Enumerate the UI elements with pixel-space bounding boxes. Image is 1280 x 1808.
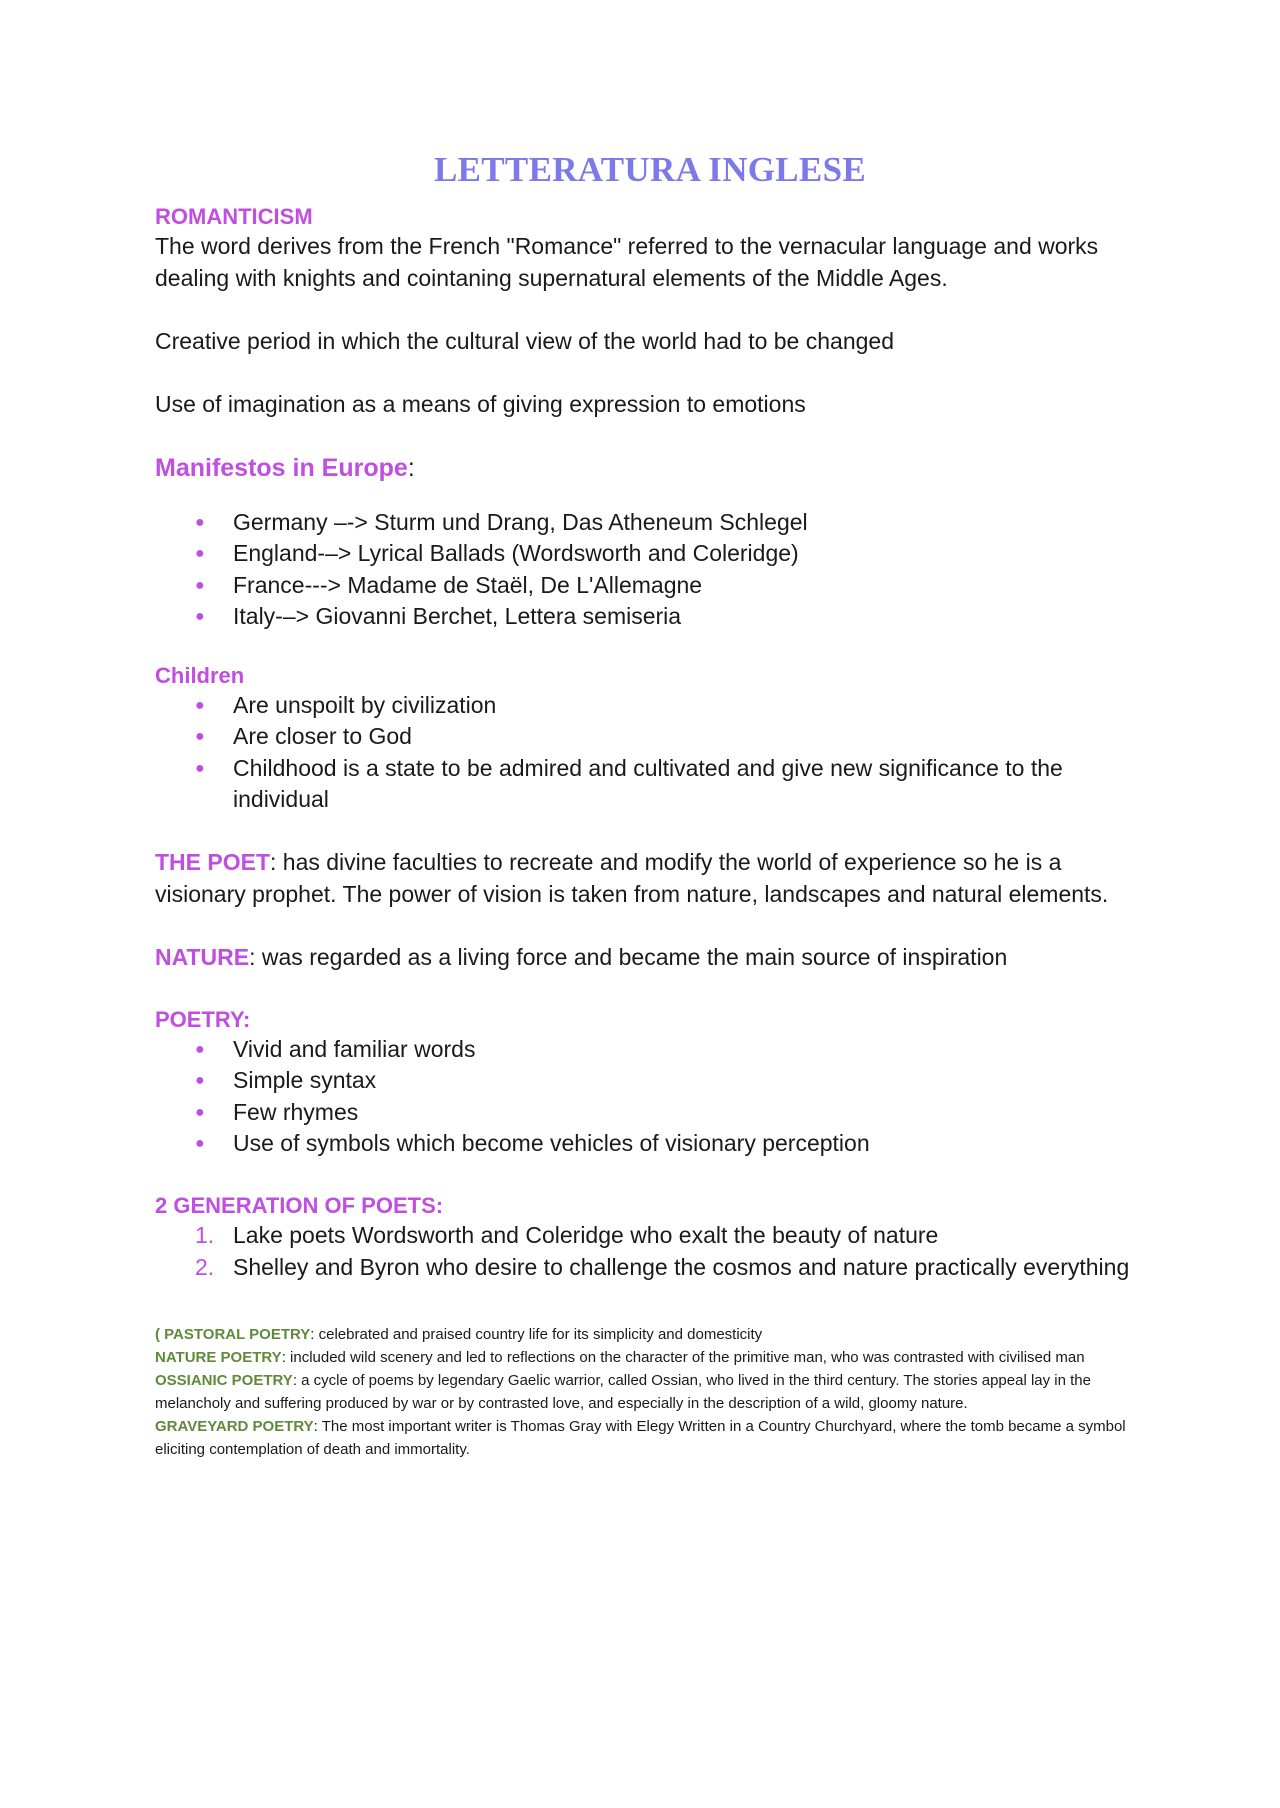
bullet-icon: ● [195,608,205,625]
bullet-icon: ● [195,1072,205,1089]
nature-label: NATURE [155,943,250,970]
bullet-icon: ● [195,1040,205,1058]
bullet-icon: ● [195,759,205,777]
document-title: LETTERATURA INGLESE [434,150,866,189]
note-graveyard: GRAVEYARD POETRY: The most important writer is Thomas Gray with Elegy Written in a Country Churchyard, where the tomb became a symbol eliciting contemplation of death and immortality. [155,1418,1126,1458]
list-item: ● Use of symbols which become vehicles of visionary perception [155,1128,1145,1160]
generations-heading: 2 GENERATION OF POETS: [155,1193,444,1218]
footnotes [155,1323,1145,1461]
note-nature: NATURE POETRY: included wild scenery and led to reflections on the character of the primitive man, who was contrasted with civilised man [155,1349,1085,1366]
poet-paragraph: THE POET: has divine faculties to recreate and modify the world of experience so he is a visionary prophet. The power of vision is taken from nature, landscapes and natural elements. [155,849,1109,907]
list-item: ● Are unspoilt by civilization [155,690,1145,722]
bullet-icon: ● [195,728,205,745]
list-item: ● Few rhymes [155,1097,1145,1129]
bullet-icon: ● [195,576,205,594]
list-item: ● Germany –-> Sturm und Drang, Das Atheneum Schlegel [155,507,1145,539]
list-item: ● Simple syntax [155,1065,1145,1097]
note-ossianic: OSSIANIC POETRY: a cycle of poems by legendary Gaelic warrior, called Ossian, who lived in the third century. The stories appeal lay in the melancholy and suffering produced by war or by contrasted love, and especially in the description of a wild, gloomy nature. [155,1372,1091,1412]
manifestos-heading: Manifestos in Europe: [155,453,415,482]
bullet-icon: ● [195,696,205,714]
romanticism-definition: The word derives from the French "Romance" referred to the vernacular language and works dealing with knights and cointaning supernatural elements of the Middle Ages. [155,233,1099,291]
bullet-icon: ● [195,1135,205,1152]
bullet-icon: ● [195,1103,205,1121]
list-item: ● Are closer to God [155,721,1145,753]
poetry-heading: POETRY: [155,1006,251,1032]
document-page [155,150,1145,1461]
romanticism-heading: ROMANTICISM [155,204,313,229]
list-item: ● England-–> Lyrical Ballads (Wordsworth and Coleridge) [155,538,1145,570]
generations-list [155,1220,1145,1283]
children-list [155,690,1145,816]
bullet-icon: ● [195,513,205,531]
children-heading: Children [155,662,245,688]
list-item: ● Italy-–> Giovanni Berchet, Lettera semiseria [155,601,1145,633]
list-item: ● Vivid and familiar words [155,1034,1145,1066]
list-item: ● Childhood is a state to be admired and cultivated and give new significance to the individual [195,754,1063,812]
romanticism-creative-period: Creative period in which the cultural view of the world had to be changed [155,327,894,354]
bullet-icon: ● [195,545,205,562]
nature-paragraph: NATURE: was regarded as a living force and became the main source of inspiration [155,943,1008,970]
poetry-list [155,1034,1145,1160]
list-item: 1. Lake poets Wordsworth and Coleridge who exalt the beauty of nature [195,1222,939,1248]
list-item: 2. Shelley and Byron who desire to challenge the cosmos and nature practically everything [195,1253,1130,1280]
note-pastoral: ( PASTORAL POETRY: celebrated and praised country life for its simplicity and domesticity [155,1326,763,1343]
poet-label: THE POET [155,849,271,875]
romanticism-imagination: Use of imagination as a means of giving expression to emotions [155,390,806,417]
manifestos-list [155,507,1145,633]
list-item: ● France---> Madame de Staël, De L'Allemagne [155,570,1145,602]
